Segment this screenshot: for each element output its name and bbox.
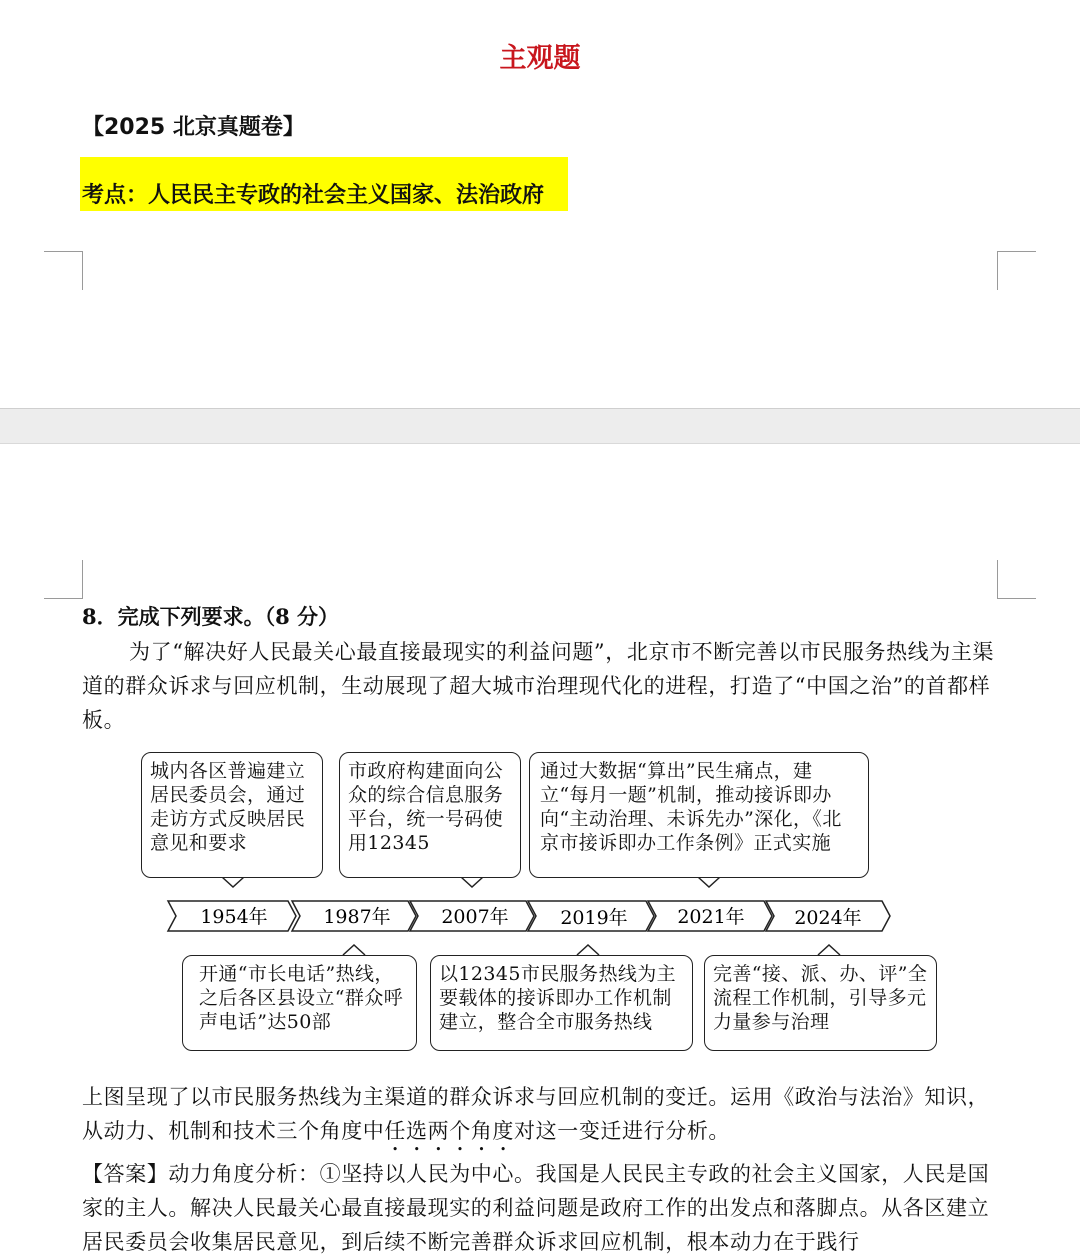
task-suffix: 对这一变迁进行分析。 [514,1119,731,1143]
year-label-2007: 2007年 [441,906,509,928]
knowledge-point: 考点：人民民主专政的社会主义国家、法治政府 [82,183,545,208]
year-label-2024: 2024年 [794,907,862,929]
question-task [82,1080,996,1156]
year-label-1954: 1954年 [200,906,268,928]
callout-pointer-1987 [343,945,365,955]
year-label-2021: 2021年 [677,906,745,928]
answer-paragraph [82,1157,996,1259]
event-box-1987: 开通“市长电话”热线，之后各区县设立“群众呼声电话”达50部 [182,955,417,1051]
answer-text: 动力角度分析：①坚持以人民为中心。我国是人民民主专政的社会主义国家，人民是国家的主人。解决人民最关心最直接最现实的利益问题是政府工作的出发点和落脚点。从各区建立居民委员会收集居民意见，到后续不断完善群众诉求回应机制，根本动力在于践行 [82,1162,990,1254]
year-label-2019: 2019年 [560,907,628,929]
callout-pointer-1954 [222,877,244,887]
year-label-1987: 1987年 [323,906,391,928]
callout-pointer-2021 [698,877,720,887]
event-box-2021: 通过大数据“算出”民生痛点，建立“每月一题”机制，推动接诉即办向“主动治理、未诉先办”深化，《北京市接诉即办工作条例》正式实施 [529,752,869,878]
event-box-2019: 以12345市民服务热线为主要载体的接诉即办工作机制建立，整合全市服务热线 [430,955,693,1051]
exam-label: 【2025 北京真题卷】 [82,115,305,140]
document-title: 主观题 [499,43,581,74]
callout-pointer-2019 [577,945,599,955]
question-stem: 为了“解决好人民最关心最直接最现实的利益问题”，北京市不断完善以市民服务热线为主渠道的群众诉求与回应机制，生动展现了超大城市治理现代化的进程，打造了“中国之治”的首都样板。 [82,640,995,732]
question-title: 8．完成下列要求。（8 分） [82,604,340,629]
event-box-2024: 完善“接、派、办、评”全流程工作机制，引导多元力量参与治理 [704,955,937,1051]
answer-label: 【答案】 [82,1162,169,1186]
callout-pointer-2007 [461,877,483,887]
event-box-1954: 城内各区普遍建立居民委员会，通过走访方式反映居民意见和要求 [141,752,323,878]
callout-pointer-2024 [818,945,840,955]
event-box-2007: 市政府构建面向公众的综合信息服务平台，统一号码使用12345 [339,752,521,878]
task-prefix: 上图呈现了以市民服务热线为主渠道的群众诉求与回应机制的变迁。运用《政治与法治》知识，从动力、机制和技术三个角度中 [82,1085,990,1143]
task-emphasis: 任选两个角度 [384,1119,515,1143]
